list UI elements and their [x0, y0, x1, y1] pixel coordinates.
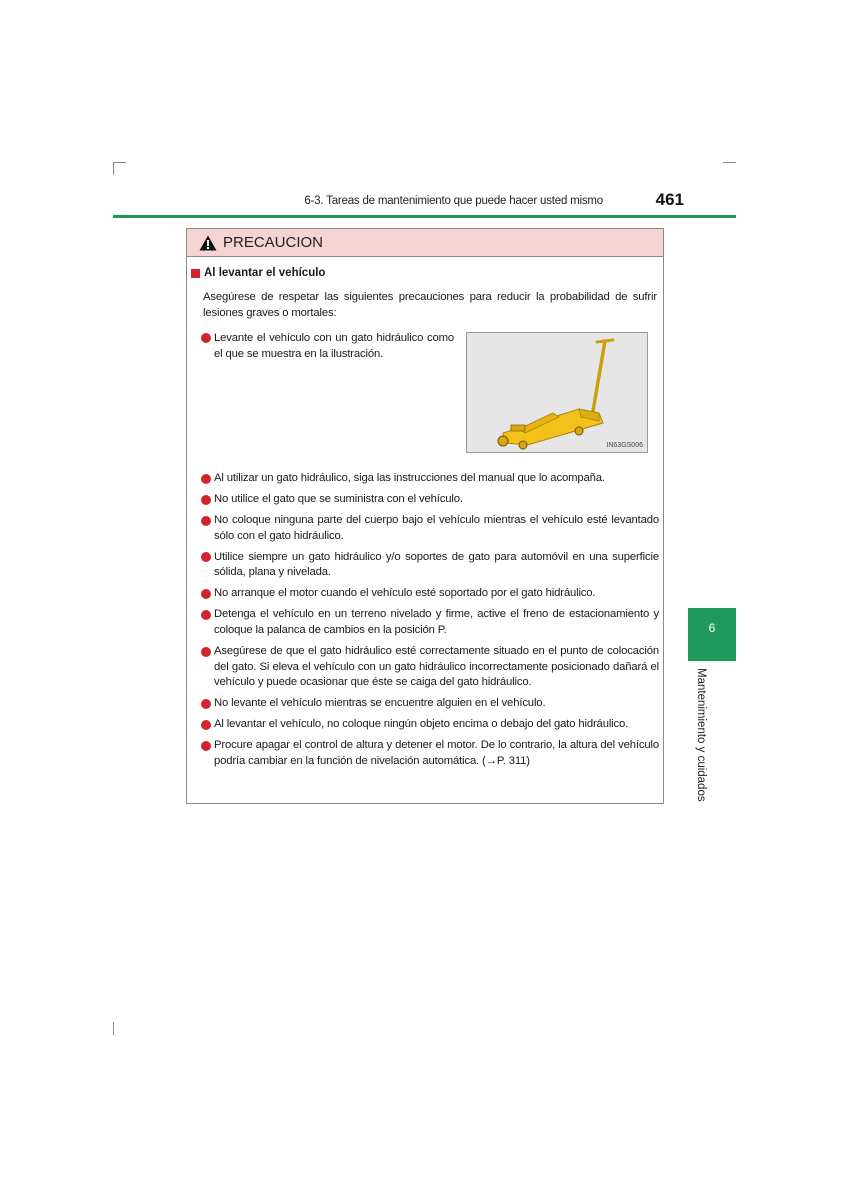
- list-item-text: Detenga el vehículo en un terreno nivelado y firme, active el freno de estacionamiento y coloque la palanca de cambios en la posición P.: [214, 608, 659, 636]
- bullet-dot-icon: [201, 741, 211, 751]
- section-header: 6-3. Tareas de mantenimiento que puede hacer usted mismo: [304, 195, 603, 207]
- list-item: [201, 644, 659, 691]
- list-item: [201, 550, 659, 581]
- crop-mark: [113, 1022, 114, 1035]
- page-number: 461: [655, 190, 684, 209]
- list-item-text: Levante el vehículo con un gato hidráulico como el que se muestra en la ilustración.: [214, 332, 454, 360]
- list-item-text: Utilice siempre un gato hidráulico y/o soportes de gato para automóvil en una superficie sólida, plana y nivelada.: [214, 550, 659, 579]
- section-heading-text: Al levantar el vehículo: [204, 267, 326, 279]
- list-item: [201, 717, 659, 733]
- precaution-list: [201, 471, 659, 775]
- bullet-dot-icon: [201, 552, 211, 562]
- warning-triangle-icon: [199, 235, 217, 251]
- list-item-text: No levante el vehículo mientras se encuentre alguien en el vehículo.: [214, 697, 546, 710]
- caution-header: [187, 229, 663, 257]
- chapter-number: 6: [708, 621, 716, 635]
- bullet-dot-icon: [201, 610, 211, 620]
- crop-mark: [113, 162, 114, 175]
- list-item-text: Procure apagar el control de altura y detener el motor. De lo contrario, la altura del vehículo podría cambiar en la función de nivelación automática. (→P. 311): [214, 739, 659, 767]
- caution-box: [186, 228, 664, 804]
- list-item: [201, 696, 659, 712]
- list-item-text: Al utilizar un gato hidráulico, siga las instrucciones del manual que lo acompaña.: [214, 472, 605, 484]
- intro-paragraph: Asegúrese de respetar las siguientes precauciones para reducir la probabilidad de sufrir lesiones graves o mortales:: [203, 291, 657, 319]
- hydraulic-jack-icon: [467, 333, 647, 452]
- list-item: [201, 586, 659, 602]
- bullet-dot-icon: [201, 720, 211, 730]
- list-item-text: Al levantar el vehículo, no coloque ningún objeto encima o debajo del gato hidráulico.: [214, 718, 629, 731]
- bullet-dot-icon: [201, 495, 211, 505]
- list-item: [201, 738, 659, 769]
- square-bullet-icon: [191, 269, 200, 278]
- section-heading: [191, 267, 325, 279]
- list-item: [201, 330, 454, 362]
- bullet-dot-icon: [201, 589, 211, 599]
- bullet-dot-icon: [201, 647, 211, 657]
- list-item-text: No arranque el motor cuando el vehículo esté soportado por el gato hidráulico.: [214, 587, 596, 600]
- chapter-label: Mantenimiento y cuidados: [695, 668, 707, 802]
- bullet-dot-icon: [201, 474, 211, 484]
- list-item-text: Asegúrese de que el gato hidráulico esté correctamente situado en el punto de colocación del gato. Si eleva el vehículo con un gato hidráulico incorrectamente posicionado dañará el vehículo y puede ocasionar que éste se caiga del gato hidráulico.: [214, 645, 659, 689]
- list-item: [201, 607, 659, 638]
- bullet-dot-icon: [201, 516, 211, 526]
- caution-title: PRECAUCION: [223, 234, 324, 251]
- figure-code: IN63GS006: [606, 442, 643, 449]
- list-item: [201, 492, 659, 508]
- list-item-text: No coloque ninguna parte del cuerpo bajo el vehículo mientras el vehículo esté levantado sólo con el gato hidráulico.: [214, 514, 659, 542]
- list-item: [201, 471, 659, 487]
- list-item-text: No utilice el gato que se suministra con el vehículo.: [214, 493, 463, 506]
- hydraulic-jack-illustration: [466, 332, 648, 453]
- chapter-tab: [688, 608, 736, 661]
- crop-mark: [113, 162, 126, 163]
- bullet-dot-icon: [201, 699, 211, 709]
- list-item: [201, 513, 659, 544]
- crop-mark: [723, 162, 736, 163]
- bullet-dot-icon: [201, 333, 211, 343]
- header-rule: [113, 215, 736, 218]
